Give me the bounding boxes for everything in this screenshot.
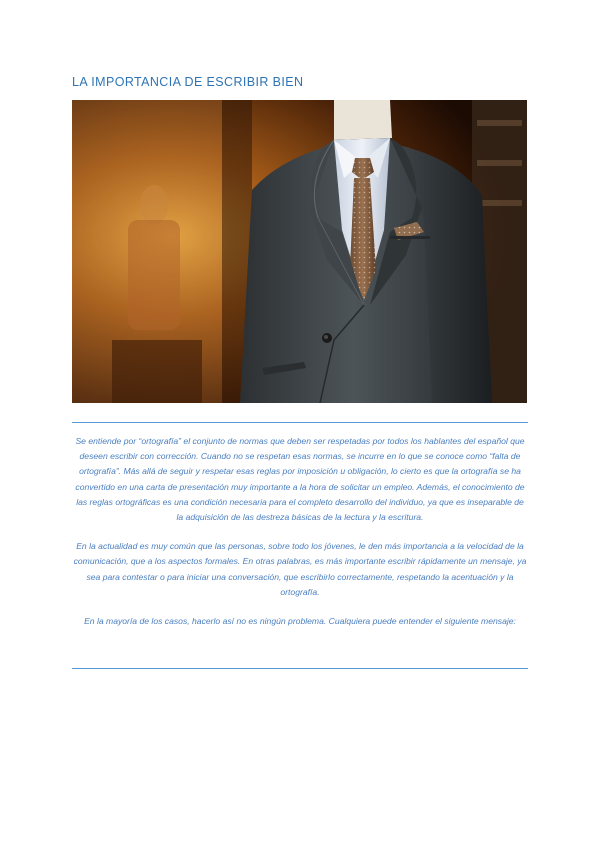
paragraph: Se entiende por “ortografía” el conjunto de normas que deben ser respetadas por todos los hablantes del español que deseen escribir con corrección. Cuando no se respetan esas normas, se incurre en lo que se conoce como “falta de ortografía”. Más allá de seguir y respetar esas reglas por imposición u obligación, lo cierto es que la ortografía se ha convertido en una carta de presentación muy importante a la hora de solicitar un empleo. Además, el conocimiento de las reglas ortográficas es una condición necesaria para el completo desarrollo del individuo, ya que es inseparable de la adquisición de las destreza básicas de la lectura y la escritura. <box>75 436 525 523</box>
top-divider <box>72 422 528 423</box>
page-title: LA IMPORTANCIA DE ESCRIBIR BIEN <box>72 75 304 89</box>
paragraph: En la actualidad es muy común que las personas, sobre todo los jóvenes, le den más importancia a la velocidad de la comunicación, que a los aspectos formales. En otras palabras, es más importante escribir rápidamente un mensaje, ya sea para contestar o para iniciar una conversación, que escribirlo correctamente, respetando la acentuación y la ortografía. <box>73 541 527 597</box>
paragraph: En la mayoría de los casos, hacerlo así no es ningún problema. Cualquiera puede entender el siguiente mensaje: <box>84 616 516 627</box>
bottom-divider <box>72 668 528 669</box>
intro-quote <box>72 434 528 629</box>
suit-photo <box>72 100 527 403</box>
